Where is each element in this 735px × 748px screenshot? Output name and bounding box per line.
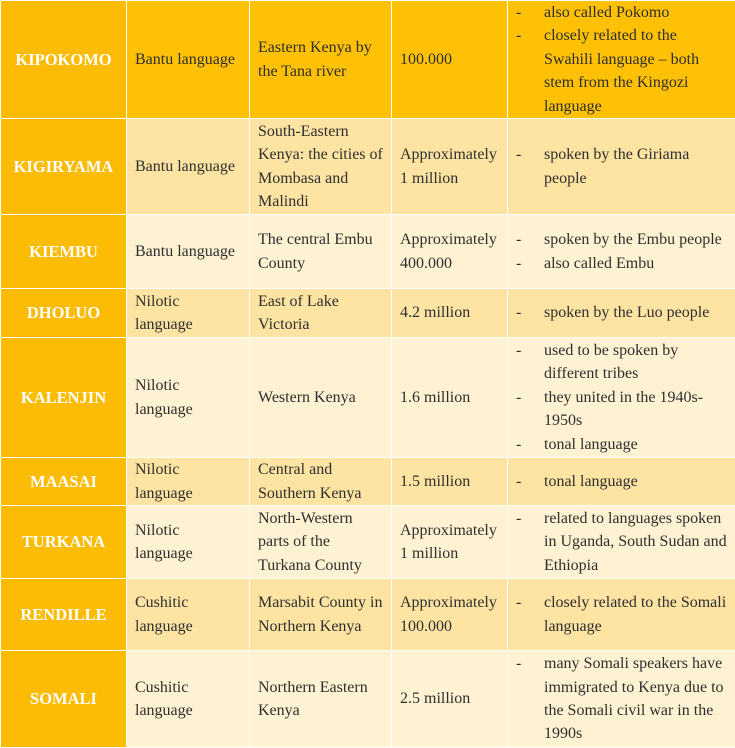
table-row	[1, 215, 735, 289]
table-row	[1, 1, 735, 119]
speakers-cell: 100.000	[392, 1, 508, 119]
language-name-cell: KALENJIN	[1, 338, 127, 458]
languages-table-body	[1, 1, 735, 748]
region-cell: Marsabit County in Northern Kenya	[250, 579, 392, 651]
table-row	[1, 289, 735, 338]
region-cell: Central and Southern Kenya	[250, 458, 392, 506]
region-cell: South-Eastern Kenya: the cities of Mombasa and Malindi	[250, 119, 392, 215]
region-cell: The central Embu County	[250, 215, 392, 289]
notes-list	[516, 301, 727, 324]
language-name-cell: MAASAI	[1, 458, 127, 506]
notes-cell	[508, 289, 735, 338]
table-row	[1, 458, 735, 506]
speakers-cell: 2.5 million	[392, 651, 508, 748]
table-row	[1, 579, 735, 651]
region-cell: Western Kenya	[250, 338, 392, 458]
note-item: - spoken by the Embu people	[516, 228, 727, 251]
language-family-cell: Nilotic language	[127, 338, 250, 458]
table-row	[1, 506, 735, 579]
language-name-cell: RENDILLE	[1, 579, 127, 651]
speakers-cell: Approximately 1 million	[392, 119, 508, 215]
notes-cell	[508, 506, 735, 579]
region-cell: Northern Eastern Kenya	[250, 651, 392, 748]
language-family-cell: Nilotic language	[127, 458, 250, 506]
language-name-cell: KIEMBU	[1, 215, 127, 289]
notes-list	[516, 228, 727, 275]
table-row	[1, 119, 735, 215]
notes-cell	[508, 651, 735, 748]
note-item: - tonal language	[516, 470, 727, 493]
language-family-cell: Nilotic language	[127, 289, 250, 338]
language-family-cell: Cushitic language	[127, 651, 250, 748]
language-family-cell: Bantu language	[127, 119, 250, 215]
speakers-cell: 1.6 million	[392, 338, 508, 458]
notes-list	[516, 652, 727, 746]
note-item: - tonal language	[516, 433, 727, 456]
note-item: - spoken by the Giriama people	[516, 143, 727, 190]
note-item: - also called Pokomo	[516, 1, 727, 24]
notes-cell	[508, 215, 735, 289]
language-family-cell: Bantu language	[127, 1, 250, 119]
speakers-cell: 4.2 million	[392, 289, 508, 338]
region-cell: East of Lake Victoria	[250, 289, 392, 338]
notes-list	[516, 470, 727, 493]
notes-cell	[508, 119, 735, 215]
note-item: - closely related to the Somali language	[516, 591, 727, 638]
notes-cell	[508, 338, 735, 458]
speakers-cell: 1.5 million	[392, 458, 508, 506]
notes-cell	[508, 1, 735, 119]
table-row	[1, 651, 735, 748]
notes-list	[516, 591, 727, 638]
notes-list	[516, 339, 727, 456]
note-item: - closely related to the Swahili language – both stem from the Kingozi language	[516, 24, 727, 118]
language-family-cell: Bantu language	[127, 215, 250, 289]
region-cell: Eastern Kenya by the Tana river	[250, 1, 392, 119]
note-item: - spoken by the Luo people	[516, 301, 727, 324]
notes-list	[516, 143, 727, 190]
note-item: - used to be spoken by different tribes	[516, 339, 727, 386]
language-name-cell: SOMALI	[1, 651, 127, 748]
notes-cell	[508, 458, 735, 506]
notes-list	[516, 1, 727, 118]
language-name-cell: KIGIRYAMA	[1, 119, 127, 215]
region-cell: North-Western parts of the Turkana County	[250, 506, 392, 579]
note-item: - they united in the 1940s-1950s	[516, 386, 727, 433]
notes-cell	[508, 579, 735, 651]
speakers-cell: Approximately 100.000	[392, 579, 508, 651]
note-item: - many Somali speakers have immigrated to Kenya due to the Somali civil war in the 1990s	[516, 652, 727, 746]
language-name-cell: KIPOKOMO	[1, 1, 127, 119]
table-row	[1, 338, 735, 458]
language-name-cell: DHOLUO	[1, 289, 127, 338]
language-name-cell: TURKANA	[1, 506, 127, 579]
language-family-cell: Nilotic language	[127, 506, 250, 579]
note-item: - also called Embu	[516, 252, 727, 275]
language-family-cell: Cushitic language	[127, 579, 250, 651]
speakers-cell: Approximately 1 million	[392, 506, 508, 579]
notes-list	[516, 507, 727, 577]
note-item: - related to languages spoken in Uganda, South Sudan and Ethiopia	[516, 507, 727, 577]
speakers-cell: Approximately 400.000	[392, 215, 508, 289]
